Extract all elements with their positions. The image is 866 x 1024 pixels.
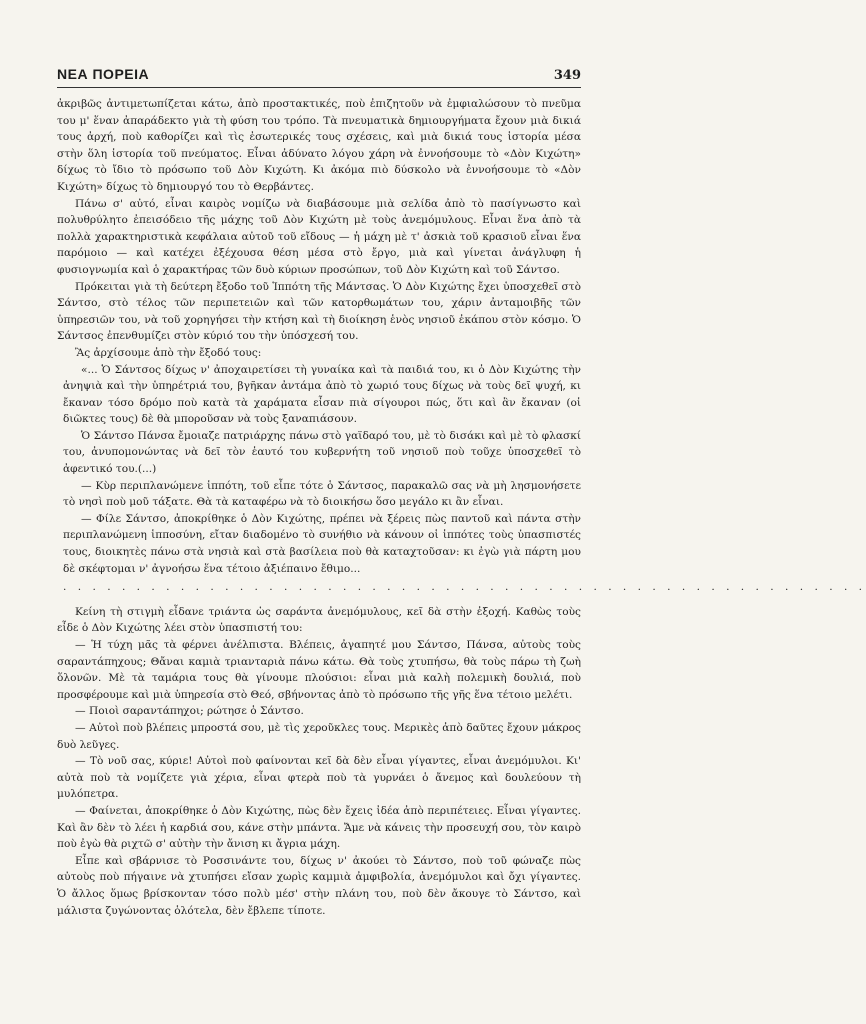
paragraph: — Ποιοὶ σαραντάπηχοι; ρώτησε ὁ Σάντσο. — [75, 705, 304, 718]
paragraph: Πάνω σ' αὐτό, εἶναι καιρὸς νομίζω νὰ διαβάσουμε μιὰ σελίδα ἀπὸ τὸ πασίγνωστο καὶ πολυθρύλητο ἐπεισόδειο τῆς μάχης τοῦ Δὸν Κιχώτη μὲ τοὺς ἀνεμόμυλους. Εἶναι ἕνα ἀπὸ τὰ πολλὰ χαρακτηριστικὰ κεφάλαια αὐτοῦ τοῦ εἴδους — ἡ μάχη μὲ τ' ἀσκιὰ τοῦ κρασιοῦ εἶναι ἕνα παρόμοιο — καὶ κατέχει ἐξέχουσα θέση μέσα στὸ ἔργο, μιὰ καὶ γίνεται ἀνάγλυφη ἡ φυσιογνωμία καὶ ὁ χαρακτήρας τῶν δυὸ κύριων προσώπων, τοῦ Δὸν Κιχώτη καὶ τοῦ Σάντσο. — [57, 197, 581, 276]
quoted-excerpt — [57, 362, 866, 596]
paragraph: Πρόκειται γιὰ τὴ δεύτερη ἔξοδο τοῦ Ἱππότη τῆς Μάντσας. Ὁ Δὸν Κιχώτης ἔχει ὑποσχεθεῖ στὸ Σάντσο, στὸ τέλος τῶν περιπετειῶν καὶ τῶν κατορθωμάτων του, χάριν ἀνταμοιβῆς τῶν ὑπηρεσιῶν του, νὰ τοῦ χορηγήσει τὴν κτήση καὶ τὴ διοίκηση ἑνὸς νησιοῦ ἐκάπου στὸν κόσμο. Ὁ Σάντσος ἐπενθυμίζει στὸν κύριό του τὴν ὑπόσχεσή του. — [57, 280, 581, 343]
paragraph: — Αὐτοὶ ποὺ βλέπεις μπροστά σου, μὲ τὶς χεροῦκλες τους. Μερικὲς ἀπὸ δαῦτες ἔχουν μάκρος δυὸ λεῦγες. — [57, 721, 581, 751]
paragraph: — Φαίνεται, ἀποκρίθηκε ὁ Δὸν Κιχώτης, πὼς δὲν ἔχεις ἰδέα ἀπὸ περιπέτειες. Εἶναι γίγαντες. Καὶ ἂν δὲν τὸ λέει ἡ καρδιά σου, κάνε στὴν μπάντα. Ἄμε νὰ κάνεις τὴν προσευχή σου, τὸν καιρὸ ποὺ ἐγὼ θὰ ριχτῶ σ' αὐτὴν τὴν ἄνιση κι ἄγρια μάχη. — [57, 804, 581, 851]
paragraph: Κείνη τὴ στιγμὴ εἶδανε τριάντα ὡς σαράντα ἀνεμόμυλους, κεῖ δὰ στὴν ἐξοχή. Καθὼς τοὺς εἶδε ὁ Δὸν Κιχώτης λέει στὸν ὑπασπιστή του: — [57, 605, 581, 635]
paragraph: — Ἡ τύχη μᾶς τὰ φέρνει ἀνέλπιστα. Βλέπεις, ἀγαπητέ μου Σάντσο, Πάνσα, αὐτοὺς τοὺς σαραντάπηχους; Θἄναι καμιὰ τριανταριὰ πάνω κάτω. Θὰ τοὺς χτυπήσω, θὰ τοὺς πάρω τὴ ζωὴ ὅλονῶν. Μὲ τὰ ταμάρια τους θὰ γίνουμε πλούσιοι: εἶναι μιὰ καλὴ πολεμικὴ δουλιά, ποὺ προσφέρουμε καὶ μιὰ ὑπηρεσία στὸ Θεό, σβήνοντας ἀπὸ τὸ πρόσωπο τῆς γῆς ἕνα τέτοιο μελέτι. — [57, 639, 581, 701]
article-body — [57, 96, 866, 919]
quote-paragraph: Ὁ Σάντσο Πάνσα ἔμοιαζε πατριάρχης πάνω στὸ γαϊδαρό του, μὲ τὸ δισάκι καὶ μὲ τὸ φλασκί του, ἀνυπομονώντας νὰ δεῖ τὸν ἑαυτό του κυβερνήτη τοῦ νησιοῦ ποὺ τοῦχε ὑποσχεθεῖ τὸ ἀφεντικό του.(...) — [63, 429, 581, 476]
quote-paragraph: — Φίλε Σάντσο, ἀποκρίθηκε ὁ Δὸν Κιχώτης, πρέπει νὰ ξέρεις πὼς παντοῦ καὶ πάντα στὴν περιπλανώμενη ἱπποσύνη, εἴταν διαδομένο τὸ συνήθιο νὰ κάνουν οἱ ἱππότες τοὺς ὑπασπιστές τους, διοικητὲς πάνω στὰ νησιὰ καὶ στὰ βασίλεια ποὺ θὰ καταχτοῦσαν: κι ἐγὼ γιὰ πάρτη μου δὲ σκέφτομαι ν' ἀγνοήσω ἕνα τέτοιο ἀξιέπαινο ἔθιμο... — [63, 512, 581, 575]
page-number: 349 — [553, 68, 581, 83]
paragraph: ἀκριβῶς ἀντιμετωπίζεται κάτω, ἀπὸ προστακτικές, ποὺ ἐπιζητοῦν νὰ ἐμφιαλώσουν τὸ πνεῦμα του μ' ἕναν ἀπαράδεκτο γιὰ τὴ φύση του τρόπο. Τὰ πνευματικὰ δημιουργήματα ἔχουν μιὰ δικιά τους ἀρχή, ποὺ καθορίζει καὶ τὶς ἐσωτερικές τους σχέσεις, καὶ μιὰ δικιά τους ἱστορία μέσα στὴν ὅλη ἱστορία τοῦ πνεύματος. Εἶναι ἀδύνατο λόγου χάρη νὰ ἐννοήσουμε τὸ «Δὸν Κιχώτη» δίχως τὸ ἴδιο τὸ πρόσωπο τοῦ Δὸν Κιχώτη. Κι ἀκόμα πιὸ δύσκολο νὰ ἐννοήσουμε τὸ «Δὸν Κιχώτη» δίχως τὸ δημιουργό του τὸ Θερβάντες. — [57, 98, 581, 193]
paragraph: — Τὸ νοῦ σας, κύριε! Αὐτοὶ ποὺ φαίνονται κεῖ δὰ δὲν εἶναι γίγαντες, εἶναι ἀνεμόμυλοι. Κι' αὐτὰ ποὺ τὰ νομίζετε γιὰ χέρια, εἶναι φτερὰ ποὺ τὰ γυρνάει ὁ ἄνεμος καὶ δουλεύουν τὴ μυλόπετρα. — [57, 755, 581, 801]
paragraph: Εἶπε καὶ σβάρνισε τὸ Ροσσινάντε του, δίχως ν' ἀκούει τὸ Σάντσο, ποὺ τοῦ φώναζε πὼς αὐτοὺς ποὺ πήγαινε νὰ χτυπήσει εἴσαν χωρὶς καμμιὰ ἀμφιβολία, ἀνεμόμυλοι καὶ ὄχι γίγαντες. Ὁ ἄλλος ὅμως βρίσκονταν τόσο πολὺ μέσ' στὴν πλάνη του, ποὺ δὲν ἄκουγε τὸ Σάντσο, καὶ μάλιστα ζυγώνοντας ὁλότελα, δὲν ἔβλεπε τίποτε. — [57, 854, 581, 917]
journal-title: ΝΕΑ ΠΟΡΕΙΑ — [57, 66, 150, 82]
ellipsis-divider: . . . . . . . . . . . . . . . . . . . . . . . . . . . . . . . . . . . . . . . . . . . . . . . . . . . . . . . — [63, 581, 866, 594]
paragraph: Ἂς ἀρχίσουμε ἀπὸ τὴν ἔξοδό τους: — [75, 346, 262, 359]
quote-paragraph: «... Ὁ Σάντσος δίχως ν' ἀποχαιρετίσει τὴ γυναίκα καὶ τὰ παιδιά του, κι ὁ Δὸν Κιχώτης τὴν ἀνηψιὰ καὶ τὴν ὑπηρέτριά του, βγῆκαν ἀντάμα ἀπὸ τὸ χωριό τους δίχως νὰ τοὺς δεῖ ψυχή, κι ἔκαναν τόσο δρόμο ποὺ κατὰ τὰ χαράματα εἶσαν πιὰ σίγουροι πώς, ὅτι καὶ ἂν ἔκαναν (οἱ διῶκτες τους) δὲ θὰ μποροῦσαν νὰ τοὺς ξαναπιάσουν. — [63, 363, 581, 426]
running-header — [57, 0, 581, 88]
quote-paragraph: — Κὺρ περιπλανώμενε ἱππότη, τοῦ εἶπε τότε ὁ Σάντσος, παρακαλῶ σας νὰ μὴ λησμονήσετε τὸ νησὶ ποὺ μοῦ τάξατε. Θὰ τὰ καταφέρω νὰ τὸ διοικήσω ὅσο μεγάλο κι ἂν εἶναι. — [63, 479, 581, 509]
